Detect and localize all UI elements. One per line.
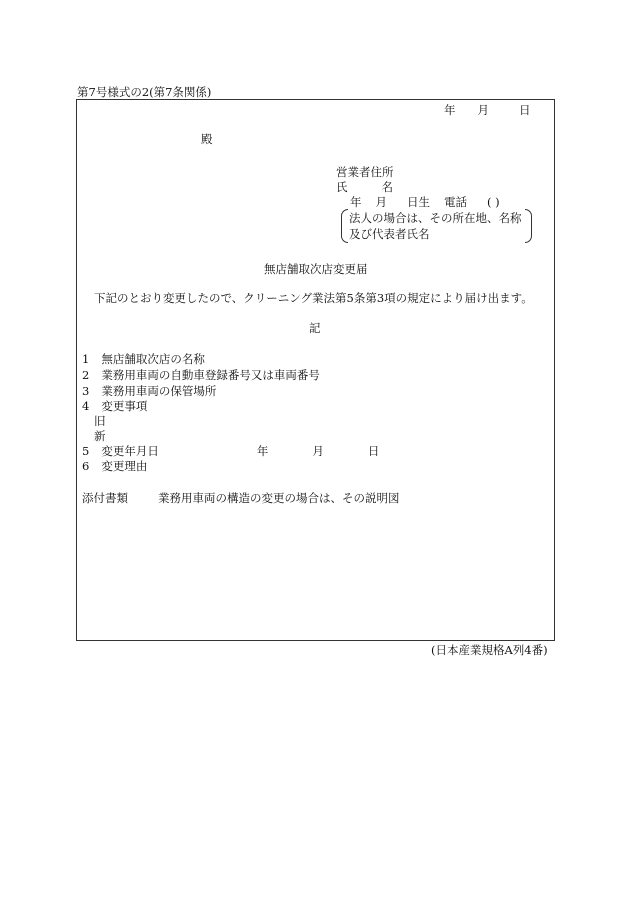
change-year-label: 年 (256, 444, 269, 458)
ki-heading: 記 (309, 321, 321, 335)
attachments-text: 業務用車両の構造の変更の場合は、その説明図 (158, 491, 400, 505)
item-3 (82, 384, 216, 398)
change-month-label: 月 (312, 444, 324, 458)
item-1 (82, 352, 205, 366)
birth-year-label: 年 (350, 195, 362, 209)
date-day-label: 日 (519, 103, 531, 117)
change-day-label: 日 (367, 444, 380, 458)
item-label: 変更理由 (101, 459, 148, 473)
attachments-label: 添付書類 (82, 491, 128, 505)
corp-note-bracket-left (341, 209, 348, 243)
item-4-old: 旧 (94, 414, 106, 428)
item-number: 6 (82, 459, 90, 473)
applicant-name-label: 氏 名 (336, 180, 393, 194)
document-body: 下記のとおり変更したので、クリーニング業法第5条第3項の規定により届け出ます。 (94, 291, 533, 305)
item-4 (82, 399, 147, 413)
item-number: 3 (82, 384, 90, 398)
item-label: 変更事項 (101, 399, 148, 413)
corp-note-line-1: 法人の場合は、その所在地、名称 (349, 211, 522, 225)
attachments-line (82, 491, 400, 505)
item-number: 2 (82, 368, 90, 382)
item-label: 変更年月日 (101, 444, 159, 458)
phone-parens: ( ) (487, 195, 500, 209)
date-line (444, 103, 531, 117)
paper-size-note: (日本産業規格A列4番) (431, 643, 548, 657)
item-number: 4 (82, 399, 90, 413)
item-number: 5 (82, 444, 90, 458)
corp-note-bracket-right (525, 209, 532, 243)
addressee-honorific: 殿 (201, 132, 213, 146)
item-label: 業務用車両の保管場所 (101, 384, 217, 398)
form-number: 第7号様式の2(第7条関係) (77, 85, 212, 99)
date-month-label: 月 (477, 103, 489, 117)
item-label: 無店舗取次店の名称 (101, 352, 205, 366)
birth-day-label: 日生 (407, 195, 430, 209)
birth-month-label: 月 (375, 195, 387, 209)
applicant-address-label: 営業者住所 (336, 165, 394, 179)
applicant-birth-phone-line (350, 195, 500, 209)
corp-note-line-2: 及び代表者氏名 (349, 227, 430, 241)
item-6 (82, 459, 147, 473)
item-4-new: 新 (94, 429, 106, 443)
item-2 (82, 368, 320, 382)
item-5 (82, 444, 379, 458)
date-year-label: 年 (444, 103, 456, 117)
phone-label: 電話 (444, 195, 467, 209)
item-label: 業務用車両の自動車登録番号又は車両番号 (101, 368, 320, 382)
document-title: 無店舗取次店変更届 (264, 262, 368, 276)
item-number: 1 (82, 352, 90, 366)
